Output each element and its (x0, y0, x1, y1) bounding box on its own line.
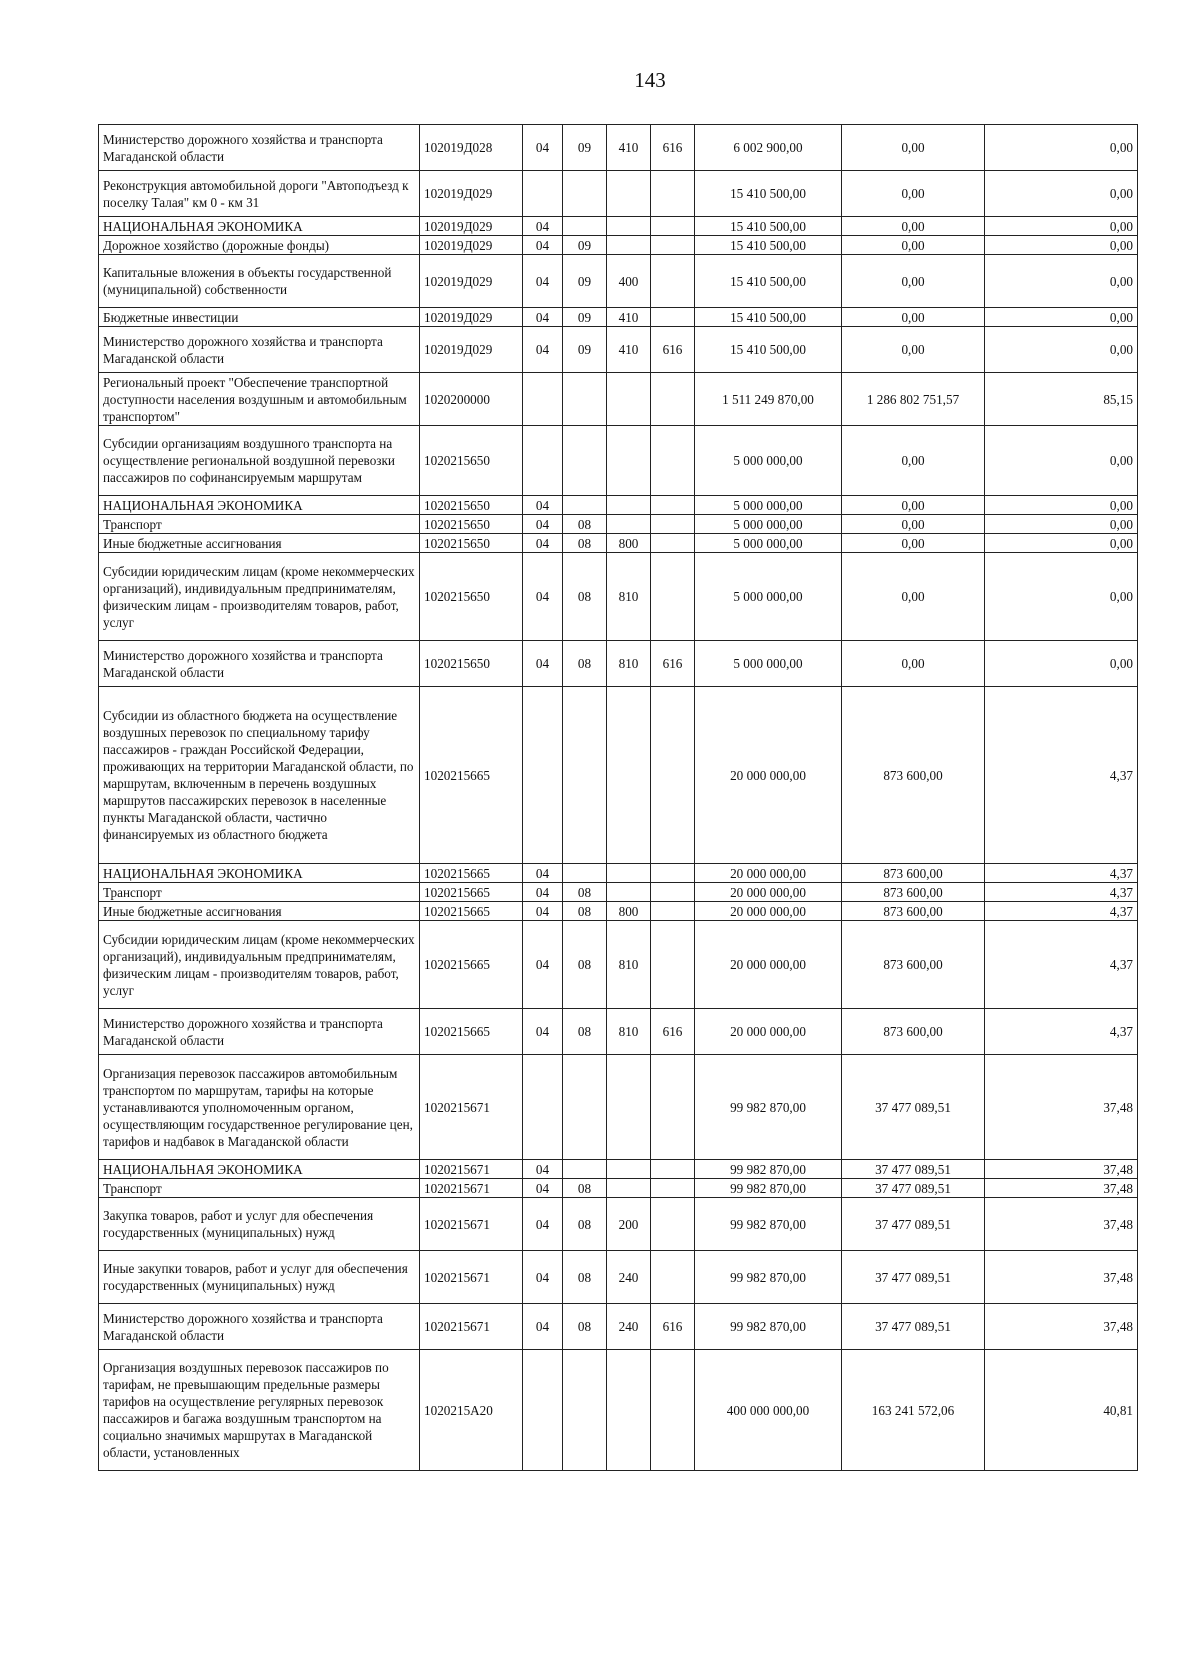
row-percent-cell: 0,00 (985, 515, 1138, 534)
row-plan-cell: 20 000 000,00 (695, 1009, 842, 1055)
row-expense-type-cell: 200 (607, 1198, 651, 1251)
row-grbs-cell (651, 1350, 695, 1471)
row-execution-cell: 0,00 (842, 553, 985, 641)
row-grbs-cell (651, 171, 695, 217)
row-subsection-cell (563, 496, 607, 515)
row-subsection-cell: 08 (563, 515, 607, 534)
row-grbs-cell (651, 1198, 695, 1251)
row-execution-cell: 0,00 (842, 426, 985, 496)
row-percent-cell: 4,37 (985, 883, 1138, 902)
row-grbs-cell (651, 921, 695, 1009)
row-grbs-cell (651, 426, 695, 496)
row-execution-cell: 0,00 (842, 125, 985, 171)
row-code-cell: 102019Д029 (420, 236, 523, 255)
table-row (99, 1304, 1138, 1350)
budget-table (98, 124, 1138, 1471)
row-subsection-cell: 08 (563, 1198, 607, 1251)
row-plan-cell: 5 000 000,00 (695, 426, 842, 496)
row-subsection-cell (563, 1160, 607, 1179)
row-execution-cell: 37 477 089,51 (842, 1055, 985, 1160)
table-row (99, 1251, 1138, 1304)
row-name-cell: Иные закупки товаров, работ и услуг для обеспечения государственных (муниципальных) нужд (99, 1251, 420, 1304)
row-section-cell: 04 (523, 125, 563, 171)
row-name-cell: Организация перевозок пассажиров автомобильным транспортом по маршрутам, тарифы на которые устанавливаются уполномоченным органом, осуществляющим государственное регулирование цен, тарифов и надбавок в Магаданской области (99, 1055, 420, 1160)
row-plan-cell: 15 410 500,00 (695, 308, 842, 327)
row-plan-cell: 20 000 000,00 (695, 883, 842, 902)
row-subsection-cell: 09 (563, 125, 607, 171)
row-code-cell: 102019Д029 (420, 171, 523, 217)
row-percent-cell: 37,48 (985, 1198, 1138, 1251)
row-plan-cell: 99 982 870,00 (695, 1198, 842, 1251)
row-execution-cell: 37 477 089,51 (842, 1251, 985, 1304)
table-row (99, 515, 1138, 534)
row-section-cell (523, 373, 563, 426)
table-row (99, 308, 1138, 327)
row-percent-cell: 0,00 (985, 496, 1138, 515)
table-row (99, 373, 1138, 426)
row-plan-cell: 5 000 000,00 (695, 496, 842, 515)
row-code-cell: 1020215671 (420, 1304, 523, 1350)
row-name-cell: Дорожное хозяйство (дорожные фонды) (99, 236, 420, 255)
row-grbs-cell (651, 1055, 695, 1160)
row-code-cell: 1020215671 (420, 1251, 523, 1304)
row-code-cell: 1020200000 (420, 373, 523, 426)
row-plan-cell: 99 982 870,00 (695, 1304, 842, 1350)
row-name-cell: Субсидии юридическим лицам (кроме некоммерческих организаций), индивидуальным предпринимателям, физическим лицам - производителям товаров, работ, услуг (99, 553, 420, 641)
row-plan-cell: 6 002 900,00 (695, 125, 842, 171)
table-row (99, 217, 1138, 236)
row-code-cell: 1020215671 (420, 1179, 523, 1198)
row-grbs-cell (651, 236, 695, 255)
row-execution-cell: 0,00 (842, 515, 985, 534)
row-expense-type-cell (607, 373, 651, 426)
row-plan-cell: 400 000 000,00 (695, 1350, 842, 1471)
row-expense-type-cell (607, 515, 651, 534)
row-grbs-cell (651, 255, 695, 308)
row-grbs-cell (651, 1160, 695, 1179)
row-section-cell: 04 (523, 327, 563, 373)
row-section-cell: 04 (523, 1198, 563, 1251)
row-name-cell: Министерство дорожного хозяйства и транспорта Магаданской области (99, 125, 420, 171)
row-grbs-cell (651, 373, 695, 426)
row-name-cell: Иные бюджетные ассигнования (99, 534, 420, 553)
row-name-cell: Министерство дорожного хозяйства и транспорта Магаданской области (99, 327, 420, 373)
table-row (99, 236, 1138, 255)
row-subsection-cell: 09 (563, 308, 607, 327)
row-execution-cell: 0,00 (842, 641, 985, 687)
row-subsection-cell: 08 (563, 1179, 607, 1198)
row-code-cell: 1020215665 (420, 1009, 523, 1055)
row-subsection-cell (563, 217, 607, 236)
row-code-cell: 102019Д029 (420, 327, 523, 373)
row-name-cell: Региональный проект "Обеспечение транспортной доступности населения воздушным и автомобильным транспортом" (99, 373, 420, 426)
row-section-cell: 04 (523, 308, 563, 327)
row-plan-cell: 15 410 500,00 (695, 171, 842, 217)
row-percent-cell: 37,48 (985, 1160, 1138, 1179)
row-plan-cell: 99 982 870,00 (695, 1160, 842, 1179)
row-name-cell: Иные бюджетные ассигнования (99, 902, 420, 921)
table-row (99, 553, 1138, 641)
row-code-cell: 102019Д028 (420, 125, 523, 171)
row-section-cell: 04 (523, 921, 563, 1009)
row-expense-type-cell (607, 426, 651, 496)
row-execution-cell: 0,00 (842, 308, 985, 327)
page-number: 143 (634, 68, 666, 92)
row-expense-type-cell: 410 (607, 327, 651, 373)
row-grbs-cell (651, 864, 695, 883)
row-code-cell: 1020215650 (420, 553, 523, 641)
row-execution-cell: 0,00 (842, 255, 985, 308)
row-code-cell: 1020215665 (420, 687, 523, 864)
row-expense-type-cell: 810 (607, 641, 651, 687)
row-section-cell: 04 (523, 515, 563, 534)
row-grbs-cell: 616 (651, 327, 695, 373)
row-percent-cell: 0,00 (985, 426, 1138, 496)
row-name-cell: Субсидии юридическим лицам (кроме некоммерческих организаций), индивидуальным предпринимателям, физическим лицам - производителям товаров, работ, услуг (99, 921, 420, 1009)
row-execution-cell: 873 600,00 (842, 687, 985, 864)
row-subsection-cell: 08 (563, 902, 607, 921)
row-plan-cell: 99 982 870,00 (695, 1055, 842, 1160)
table-body (99, 125, 1138, 1471)
row-expense-type-cell (607, 217, 651, 236)
row-code-cell: 1020215671 (420, 1160, 523, 1179)
row-name-cell: Реконструкция автомобильной дороги "Автоподъезд к поселку Талая" км 0 - км 31 (99, 171, 420, 217)
row-plan-cell: 5 000 000,00 (695, 641, 842, 687)
row-subsection-cell: 08 (563, 553, 607, 641)
table-row (99, 864, 1138, 883)
row-percent-cell: 0,00 (985, 641, 1138, 687)
table-row (99, 1350, 1138, 1471)
table-row (99, 1055, 1138, 1160)
row-name-cell: Капитальные вложения в объекты государственной (муниципальной) собственности (99, 255, 420, 308)
row-name-cell: Субсидии из областного бюджета на осуществление воздушных перевозок по специальному тарифу пассажиров - граждан Российской Федерации, проживающих на территории Магаданской области, по маршрутам, включенным в перечень воздушных маршрутов пассажирских перевозок в населенные пункты Магаданской области, частично финансируемых из областного бюджета (99, 687, 420, 864)
row-percent-cell: 4,37 (985, 921, 1138, 1009)
row-subsection-cell: 09 (563, 255, 607, 308)
row-expense-type-cell (607, 171, 651, 217)
row-percent-cell: 37,48 (985, 1304, 1138, 1350)
row-section-cell (523, 687, 563, 864)
row-percent-cell: 0,00 (985, 534, 1138, 553)
table-row (99, 902, 1138, 921)
row-expense-type-cell: 810 (607, 553, 651, 641)
row-grbs-cell: 616 (651, 641, 695, 687)
row-plan-cell: 99 982 870,00 (695, 1179, 842, 1198)
row-expense-type-cell: 240 (607, 1304, 651, 1350)
row-expense-type-cell: 800 (607, 902, 651, 921)
row-percent-cell: 4,37 (985, 1009, 1138, 1055)
row-percent-cell: 0,00 (985, 171, 1138, 217)
row-execution-cell: 873 600,00 (842, 864, 985, 883)
row-section-cell: 04 (523, 1304, 563, 1350)
row-code-cell: 1020215665 (420, 921, 523, 1009)
row-code-cell: 102019Д029 (420, 255, 523, 308)
row-name-cell: Организация воздушных перевозок пассажиров по тарифам, не превышающим предельные размеры тарифов на осуществление регулярных перевозок пассажиров и багажа воздушным транспортом на социально значимых маршрутах в Магаданской области, установленных (99, 1350, 420, 1471)
row-plan-cell: 5 000 000,00 (695, 515, 842, 534)
table-row (99, 496, 1138, 515)
row-grbs-cell: 616 (651, 1009, 695, 1055)
table-row (99, 171, 1138, 217)
row-subsection-cell (563, 1055, 607, 1160)
row-plan-cell: 15 410 500,00 (695, 236, 842, 255)
row-execution-cell: 37 477 089,51 (842, 1160, 985, 1179)
row-percent-cell: 37,48 (985, 1055, 1138, 1160)
row-expense-type-cell: 240 (607, 1251, 651, 1304)
row-section-cell: 04 (523, 883, 563, 902)
row-percent-cell: 0,00 (985, 553, 1138, 641)
row-name-cell: Министерство дорожного хозяйства и транспорта Магаданской области (99, 1009, 420, 1055)
row-section-cell: 04 (523, 553, 563, 641)
row-plan-cell: 5 000 000,00 (695, 534, 842, 553)
row-code-cell: 1020215665 (420, 902, 523, 921)
row-plan-cell: 15 410 500,00 (695, 327, 842, 373)
row-section-cell: 04 (523, 864, 563, 883)
row-expense-type-cell: 410 (607, 308, 651, 327)
row-expense-type-cell (607, 1160, 651, 1179)
table-row (99, 687, 1138, 864)
row-section-cell: 04 (523, 236, 563, 255)
row-name-cell: Министерство дорожного хозяйства и транспорта Магаданской области (99, 641, 420, 687)
row-percent-cell: 0,00 (985, 255, 1138, 308)
row-code-cell: 1020215665 (420, 883, 523, 902)
row-percent-cell: 0,00 (985, 217, 1138, 236)
row-section-cell: 04 (523, 1160, 563, 1179)
row-grbs-cell (651, 515, 695, 534)
row-code-cell: 1020215671 (420, 1198, 523, 1251)
row-name-cell: Транспорт (99, 883, 420, 902)
row-expense-type-cell (607, 496, 651, 515)
row-percent-cell: 4,37 (985, 902, 1138, 921)
row-execution-cell: 873 600,00 (842, 1009, 985, 1055)
table-row (99, 1009, 1138, 1055)
row-name-cell: Субсидии организациям воздушного транспорта на осуществление региональной воздушной перевозки пассажиров по софинансируемым маршрутам (99, 426, 420, 496)
row-code-cell: 1020215650 (420, 641, 523, 687)
row-subsection-cell: 08 (563, 921, 607, 1009)
row-subsection-cell: 08 (563, 1009, 607, 1055)
row-grbs-cell (651, 553, 695, 641)
row-plan-cell: 20 000 000,00 (695, 687, 842, 864)
table-row (99, 426, 1138, 496)
table-row (99, 327, 1138, 373)
row-section-cell (523, 171, 563, 217)
row-subsection-cell: 09 (563, 236, 607, 255)
row-expense-type-cell (607, 1350, 651, 1471)
row-grbs-cell (651, 496, 695, 515)
row-plan-cell: 15 410 500,00 (695, 217, 842, 236)
row-execution-cell: 0,00 (842, 534, 985, 553)
row-plan-cell: 5 000 000,00 (695, 553, 842, 641)
row-code-cell: 1020215650 (420, 534, 523, 553)
row-subsection-cell (563, 171, 607, 217)
row-percent-cell: 0,00 (985, 308, 1138, 327)
table-row (99, 125, 1138, 171)
row-expense-type-cell (607, 687, 651, 864)
row-grbs-cell (651, 217, 695, 236)
table-row (99, 255, 1138, 308)
row-expense-type-cell: 410 (607, 125, 651, 171)
row-execution-cell: 37 477 089,51 (842, 1198, 985, 1251)
row-grbs-cell (651, 883, 695, 902)
row-code-cell: 1020215650 (420, 426, 523, 496)
row-expense-type-cell (607, 236, 651, 255)
row-subsection-cell (563, 373, 607, 426)
row-subsection-cell (563, 864, 607, 883)
row-section-cell: 04 (523, 902, 563, 921)
row-subsection-cell: 09 (563, 327, 607, 373)
row-subsection-cell: 08 (563, 641, 607, 687)
row-section-cell: 04 (523, 1179, 563, 1198)
row-section-cell: 04 (523, 255, 563, 308)
row-percent-cell: 0,00 (985, 327, 1138, 373)
row-expense-type-cell: 810 (607, 1009, 651, 1055)
row-percent-cell: 37,48 (985, 1251, 1138, 1304)
row-execution-cell: 873 600,00 (842, 921, 985, 1009)
row-subsection-cell: 08 (563, 1251, 607, 1304)
row-section-cell (523, 1350, 563, 1471)
table-row (99, 1198, 1138, 1251)
row-execution-cell: 1 286 802 751,57 (842, 373, 985, 426)
row-expense-type-cell: 400 (607, 255, 651, 308)
row-percent-cell: 0,00 (985, 125, 1138, 171)
row-section-cell: 04 (523, 534, 563, 553)
row-code-cell: 102019Д029 (420, 308, 523, 327)
row-execution-cell: 0,00 (842, 217, 985, 236)
row-name-cell: НАЦИОНАЛЬНАЯ ЭКОНОМИКА (99, 217, 420, 236)
row-execution-cell: 873 600,00 (842, 883, 985, 902)
row-name-cell: Транспорт (99, 1179, 420, 1198)
row-grbs-cell: 616 (651, 125, 695, 171)
table-row (99, 641, 1138, 687)
row-subsection-cell: 08 (563, 534, 607, 553)
row-execution-cell: 0,00 (842, 236, 985, 255)
row-execution-cell: 37 477 089,51 (842, 1304, 985, 1350)
row-grbs-cell: 616 (651, 1304, 695, 1350)
row-grbs-cell (651, 534, 695, 553)
row-execution-cell: 37 477 089,51 (842, 1179, 985, 1198)
row-section-cell: 04 (523, 217, 563, 236)
row-plan-cell: 20 000 000,00 (695, 921, 842, 1009)
row-execution-cell: 0,00 (842, 171, 985, 217)
row-grbs-cell (651, 1251, 695, 1304)
row-subsection-cell (563, 1350, 607, 1471)
row-name-cell: НАЦИОНАЛЬНАЯ ЭКОНОМИКА (99, 496, 420, 515)
row-plan-cell: 15 410 500,00 (695, 255, 842, 308)
row-grbs-cell (651, 308, 695, 327)
row-grbs-cell (651, 687, 695, 864)
row-subsection-cell (563, 687, 607, 864)
row-plan-cell: 99 982 870,00 (695, 1251, 842, 1304)
row-name-cell: Бюджетные инвестиции (99, 308, 420, 327)
row-name-cell: НАЦИОНАЛЬНАЯ ЭКОНОМИКА (99, 864, 420, 883)
row-code-cell: 1020215665 (420, 864, 523, 883)
row-grbs-cell (651, 1179, 695, 1198)
row-section-cell: 04 (523, 1009, 563, 1055)
row-percent-cell: 85,15 (985, 373, 1138, 426)
table-row (99, 921, 1138, 1009)
row-code-cell: 1020215650 (420, 515, 523, 534)
table-row (99, 883, 1138, 902)
row-execution-cell: 873 600,00 (842, 902, 985, 921)
row-plan-cell: 20 000 000,00 (695, 864, 842, 883)
table-row (99, 1179, 1138, 1198)
row-section-cell: 04 (523, 1251, 563, 1304)
row-percent-cell: 0,00 (985, 236, 1138, 255)
row-section-cell: 04 (523, 641, 563, 687)
row-expense-type-cell (607, 883, 651, 902)
row-execution-cell: 0,00 (842, 327, 985, 373)
row-expense-type-cell: 800 (607, 534, 651, 553)
row-plan-cell: 1 511 249 870,00 (695, 373, 842, 426)
row-section-cell (523, 426, 563, 496)
row-code-cell: 1020215650 (420, 496, 523, 515)
table-row (99, 534, 1138, 553)
row-code-cell: 1020215А20 (420, 1350, 523, 1471)
row-execution-cell: 0,00 (842, 496, 985, 515)
row-code-cell: 1020215671 (420, 1055, 523, 1160)
row-name-cell: НАЦИОНАЛЬНАЯ ЭКОНОМИКА (99, 1160, 420, 1179)
row-section-cell: 04 (523, 496, 563, 515)
row-name-cell: Транспорт (99, 515, 420, 534)
row-subsection-cell (563, 426, 607, 496)
row-subsection-cell: 08 (563, 1304, 607, 1350)
row-percent-cell: 4,37 (985, 864, 1138, 883)
row-percent-cell: 4,37 (985, 687, 1138, 864)
row-percent-cell: 40,81 (985, 1350, 1138, 1471)
row-expense-type-cell (607, 864, 651, 883)
row-expense-type-cell (607, 1055, 651, 1160)
row-execution-cell: 163 241 572,06 (842, 1350, 985, 1471)
row-plan-cell: 20 000 000,00 (695, 902, 842, 921)
row-percent-cell: 37,48 (985, 1179, 1138, 1198)
row-name-cell: Закупка товаров, работ и услуг для обеспечения государственных (муниципальных) нужд (99, 1198, 420, 1251)
row-code-cell: 102019Д029 (420, 217, 523, 236)
row-grbs-cell (651, 902, 695, 921)
row-name-cell: Министерство дорожного хозяйства и транспорта Магаданской области (99, 1304, 420, 1350)
row-expense-type-cell: 810 (607, 921, 651, 1009)
table-row (99, 1160, 1138, 1179)
row-subsection-cell: 08 (563, 883, 607, 902)
row-expense-type-cell (607, 1179, 651, 1198)
row-section-cell (523, 1055, 563, 1160)
